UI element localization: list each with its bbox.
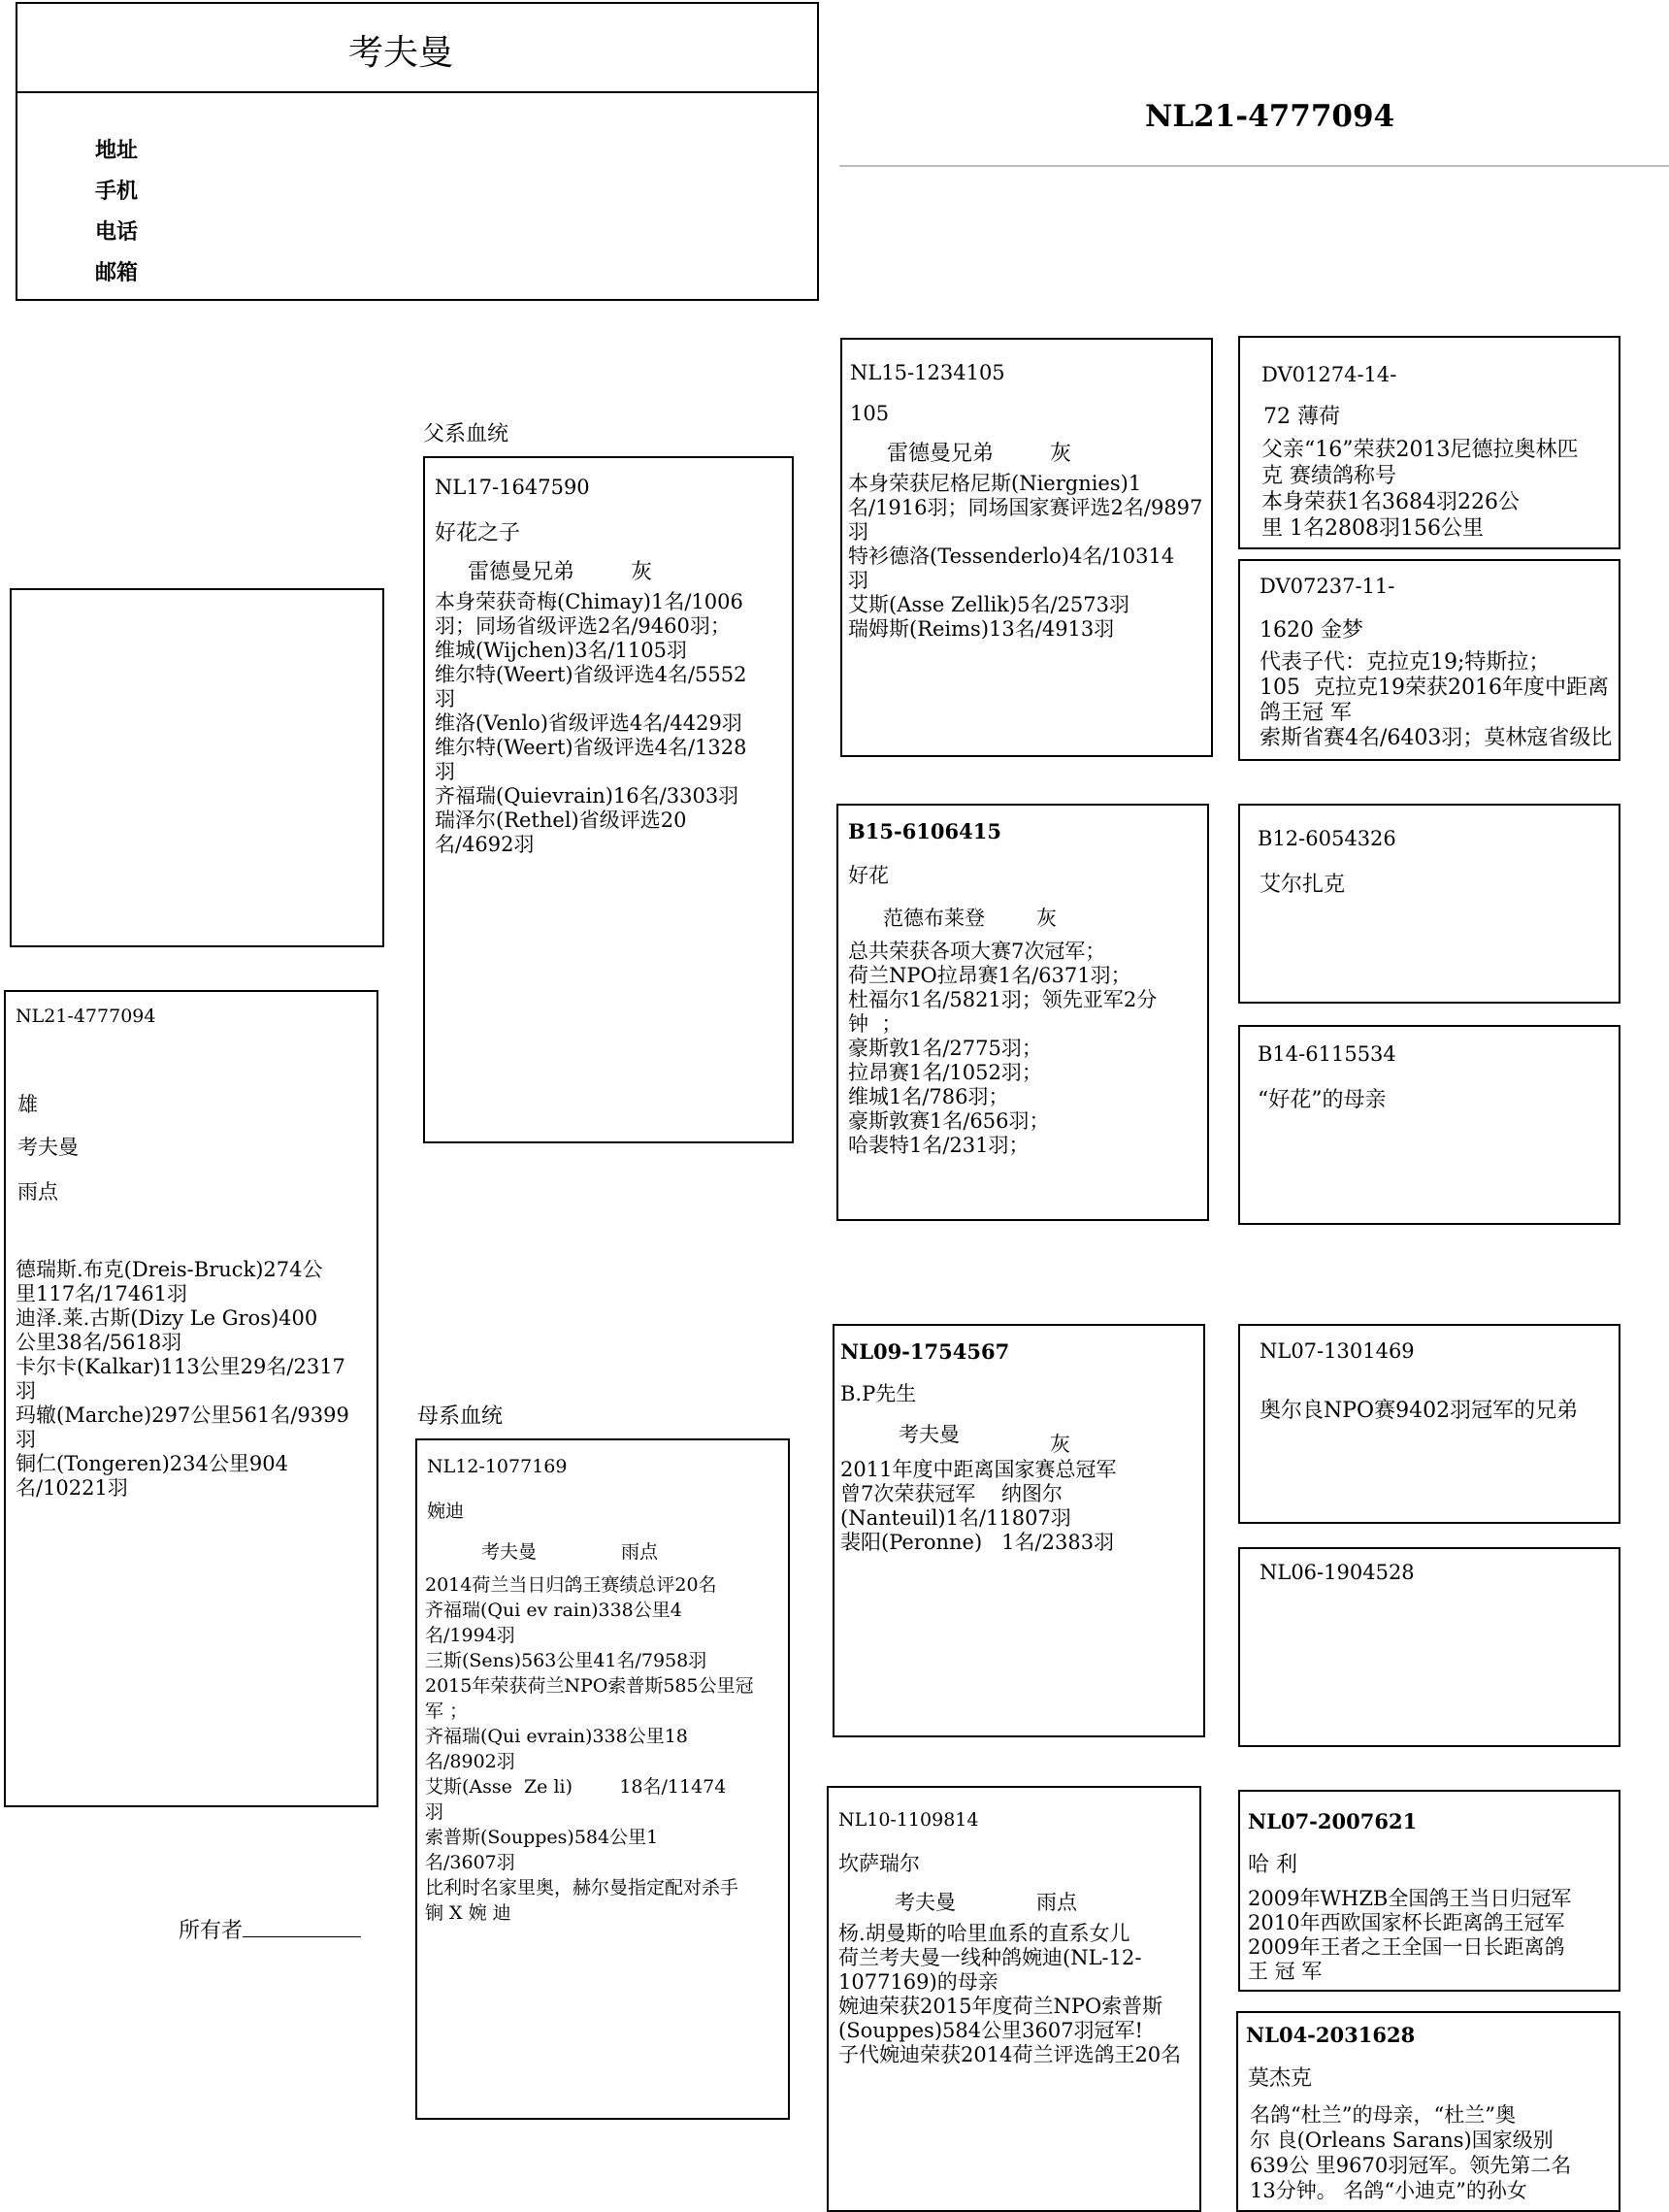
ach-line: 羽 [435, 760, 455, 783]
ach-line: 名/4692羽 [435, 833, 535, 856]
main-ring-number: NL21-4777094 [1145, 99, 1395, 134]
ach-line: 艾斯(Asse Ze li) 18名/11474 [425, 1776, 727, 1798]
ach-line: 瑞泽尔(Rethel)省级评选20 [435, 809, 687, 832]
sds-box [1238, 804, 1620, 1004]
label-address: 地址 [95, 138, 139, 163]
sd-ring: B15-6106415 [848, 819, 1001, 843]
ds-name: B.P先生 [840, 1382, 917, 1405]
label-phone: 电话 [95, 219, 139, 245]
ach-line: 名/1916羽；同场国家赛评选2名/9897 [848, 496, 1203, 519]
sdd-name: “好花”的母亲 [1258, 1088, 1387, 1112]
ss-breeder: 雷德曼兄弟 [887, 442, 995, 466]
sss-ring: DV01274-14- [1261, 363, 1397, 386]
sire-name: 好花之子 [435, 521, 521, 545]
ach-line: 杜福尔1名/5821羽；领先亚军2分 [848, 988, 1158, 1011]
dam-color: 雨点 [621, 1541, 659, 1563]
subject-sex: 雄 [17, 1093, 38, 1116]
ach-line: 父亲“16”荣获2013尼德拉奥林匹 [1261, 438, 1579, 462]
ssd-box [1238, 559, 1620, 761]
dss-ring: NL07-1301469 [1260, 1339, 1415, 1363]
ach-line: 齐福瑞(Quievrain)16名/3303羽 [435, 784, 739, 808]
ach-line: 荷兰考夫曼一线种鸽婉迪(NL-12- [838, 1946, 1142, 1969]
subject-ring: NL21-4777094 [16, 1006, 156, 1027]
ss-color: 灰 [1050, 442, 1072, 466]
ach-line: 羽 [16, 1379, 36, 1403]
pigeon-photo-frame [10, 588, 384, 947]
ddd-name: 莫杰克 [1248, 2066, 1313, 2091]
ach-line: 2015年荣获荷兰NPO索普斯585公里冠 [425, 1675, 754, 1697]
ach-line: 羽 [848, 569, 868, 592]
sd-name: 好花 [848, 864, 889, 887]
ach-line: 尔 良(Orleans Sarans)国家级别 [1250, 2129, 1554, 2152]
label-email: 邮箱 [95, 260, 139, 285]
sds-name: 艾尔扎克 [1260, 873, 1346, 897]
dsd-ring: NL06-1904528 [1260, 1561, 1415, 1584]
sire-achievements [435, 590, 746, 857]
owner-header-box [16, 2, 819, 301]
ach-line: 玛辙(Marche)297公里561名/9399 [16, 1403, 349, 1427]
ach-line: 瑞姆斯(Reims)13名/4913羽 [848, 617, 1115, 641]
dam-dam-box [827, 1786, 1201, 2212]
owner-signature-line [179, 1914, 361, 1944]
ach-line: 名/8902羽 [425, 1751, 515, 1772]
ach-line: 索普斯(Souppes)584公里1 [425, 1827, 659, 1848]
ach-line: 王 冠 军 [1248, 1960, 1323, 1983]
dam-line-heading: 母系血统 [417, 1404, 504, 1429]
dam-name: 婉迪 [427, 1501, 465, 1522]
sds-ring: B12-6054326 [1258, 827, 1396, 850]
ach-line: 1077169)的母亲 [838, 1970, 998, 1994]
ach-line: 名/10221羽 [16, 1476, 128, 1500]
ach-line: 子代婉迪荣获2014荷兰评选鸽王20名 [838, 2043, 1182, 2066]
sss-achievements [1261, 437, 1578, 542]
ach-line: 代表子代：克拉克19;特斯拉； [1260, 650, 1551, 675]
ach-line: 艾斯(Asse Zellik)5名/2573羽 [848, 593, 1129, 616]
sd-color: 灰 [1036, 907, 1057, 930]
ach-line: 羽 [16, 1428, 36, 1451]
dam-breeder: 考夫曼 [481, 1541, 538, 1563]
ach-line: 拉昂赛1名/1052羽； [848, 1061, 1042, 1084]
label-mobile: 手机 [95, 179, 139, 204]
ach-line: 维尔特(Weert)省级评选4名/5552 [435, 663, 747, 686]
sire-sire-box [840, 338, 1213, 757]
ss-name: 105 [850, 402, 890, 425]
ach-line: 2009年WHZB全国鸽王当日归冠军 [1248, 1887, 1572, 1910]
ach-line: 钟 ； [848, 1012, 902, 1036]
dss-box [1238, 1324, 1620, 1524]
ach-line: 特衫德洛(Tessenderlo)4名/10314 [848, 545, 1175, 568]
subject-name: 考夫曼 [17, 1136, 79, 1159]
dds-ring: NL07-2007621 [1248, 1809, 1418, 1833]
ach-line: (Souppes)584公里3607羽冠军! [838, 2019, 1143, 2042]
sire-color: 灰 [631, 560, 653, 584]
ach-line: 里117名/17461羽 [16, 1282, 187, 1305]
ach-line: 克 赛绩鸽称号 [1261, 464, 1396, 488]
sd-achievements [848, 940, 1157, 1158]
ach-line: 羽；同场省级评选2名/9460羽； [435, 614, 731, 638]
dds-name: 哈 利 [1248, 1853, 1297, 1877]
ach-line: 2009年王者之王全国一日长距离鸽 [1248, 1935, 1565, 1959]
dd-color: 雨点 [1036, 1891, 1077, 1914]
ach-line: 锏 X 婉 迪 [425, 1902, 511, 1924]
dsd-box [1238, 1547, 1620, 1747]
dd-breeder: 考夫曼 [895, 1891, 956, 1914]
ss-ring: NL15-1234105 [850, 361, 1005, 384]
ach-line: 本身荣获奇梅(Chimay)1名/1006 [435, 590, 743, 613]
ach-line: 名/3607羽 [425, 1852, 515, 1873]
sire-line-heading: 父系血统 [423, 422, 509, 446]
ach-line: 维尔特(Weert)省级评选4名/1328 [435, 736, 747, 759]
ach-line: 三斯(Sens)563公里41名/7958羽 [425, 1650, 707, 1671]
ach-line: 曾7次荣获冠军 纳图尔 [840, 1482, 1064, 1505]
ach-line: 军 ； [425, 1700, 469, 1722]
ach-line: 13分钟。 名鸽“小迪克”的孙女 [1250, 2179, 1527, 2202]
ach-line: 总共荣获各项大赛7次冠军； [848, 940, 1106, 963]
ach-line: 杨.胡曼斯的哈里血系的直系女儿 [838, 1922, 1130, 1945]
ach-line: 名/1994羽 [425, 1625, 515, 1646]
dd-ring: NL10-1109814 [838, 1809, 979, 1831]
sd-breeder: 范德布莱登 [883, 907, 985, 930]
sire-box [423, 456, 794, 1143]
ach-line: 鸽王冠 军 [1260, 701, 1352, 725]
subject-box [4, 990, 378, 1807]
ach-line: 卡尔卡(Kalkar)113公里29名/2317 [16, 1355, 345, 1378]
subject-color: 雨点 [17, 1180, 58, 1204]
dss-name: 奥尔良NPO赛9402羽冠军的兄弟 [1260, 1399, 1579, 1423]
ss-achievements [848, 472, 1202, 642]
sss-box [1238, 336, 1620, 549]
ach-line: 羽 [425, 1801, 444, 1823]
sss-name: 72 薄荷 [1263, 405, 1340, 429]
ssd-name: 1620 金梦 [1260, 618, 1363, 643]
ach-line: 本身荣获1名3684羽226公 [1261, 490, 1520, 514]
dam-box [415, 1438, 790, 2120]
ach-line: 105 克拉克19荣获2016年度中距离 [1260, 676, 1609, 700]
ach-line: 639公 里9670羽冠军。领先第二名 [1250, 2154, 1572, 2177]
ach-line: 豪斯敦赛1名/656羽； [848, 1109, 1050, 1133]
ds-ring: NL09-1754567 [840, 1339, 1010, 1364]
ach-line: 本身荣获尼格尼斯(Niergnies)1 [848, 472, 1142, 495]
dd-achievements [838, 1922, 1181, 2067]
ach-line: 公里38名/5618羽 [16, 1331, 182, 1354]
ach-line: 2011年度中距离国家赛总冠军 [840, 1458, 1117, 1481]
sdd-box [1238, 1025, 1620, 1225]
sire-breeder: 雷德曼兄弟 [468, 560, 575, 584]
ach-line: 哈裴特1名/231羽； [848, 1134, 1030, 1157]
ach-line: 比利时名家里奥，赫尔曼指定配对杀手 [425, 1877, 739, 1898]
ach-line: 铜仁(Tongeren)234公里904 [16, 1452, 288, 1475]
dam-sire-box [833, 1324, 1205, 1737]
ach-line: 德瑞斯.布克(Dreis-Bruck)274公 [16, 1258, 323, 1281]
ach-line: (Nanteuil)1名/11807羽 [840, 1506, 1071, 1530]
ach-line: 荷兰NPO拉昂赛1名/6371羽； [848, 964, 1131, 987]
owner-label: 所有者 [179, 1919, 244, 1943]
ach-line: 维城1名/786羽； [848, 1085, 1009, 1108]
ach-line: 豪斯敦1名/2775羽； [848, 1037, 1042, 1060]
header-rule [839, 165, 1669, 167]
sdd-ring: B14-6115534 [1258, 1042, 1396, 1066]
dam-ring: NL12-1077169 [427, 1456, 568, 1477]
ds-achievements [840, 1458, 1116, 1555]
sire-dam-box [836, 804, 1209, 1221]
ssd-ring: DV07237-11- [1260, 575, 1395, 598]
ddd-achievements [1250, 2102, 1571, 2203]
ach-line: 里 1名2808羽156公里 [1261, 516, 1484, 541]
ach-line: 裴阳(Peronne) 1名/2383羽 [840, 1531, 1115, 1554]
ach-line: 维洛(Venlo)省级评选4名/4429羽 [435, 711, 742, 735]
signature-blank [243, 1919, 361, 1937]
ach-line: 维城(Wijchen)3名/1105羽 [435, 639, 687, 662]
dd-name: 坎萨瑞尔 [838, 1852, 920, 1875]
ach-line: 婉迪荣获2015年度荷兰NPO索普斯 [838, 1995, 1163, 2018]
ach-line: 2014荷兰当日归鸽王赛绩总评20名 [425, 1574, 717, 1596]
dds-achievements [1248, 1887, 1571, 1984]
ach-line: 羽 [848, 520, 868, 544]
ach-line: 名鸽“杜兰”的母亲，“杜兰”奥 [1250, 2103, 1516, 2127]
ach-line: 齐福瑞(Qui ev rain)338公里4 [425, 1600, 682, 1621]
ach-line: 2010年西欧国家杯长距离鸽王冠军 [1248, 1911, 1565, 1934]
header-divider [17, 91, 817, 93]
ds-breeder: 考夫曼 [899, 1423, 960, 1446]
dam-achievements [425, 1572, 754, 1926]
owner-name: 考夫曼 [347, 33, 453, 73]
ach-line: 齐福瑞(Qui evrain)338公里18 [425, 1726, 688, 1747]
ach-line: 索斯省赛4名/6403羽；莫林寇省级比 [1260, 726, 1613, 750]
ddd-box [1236, 2011, 1620, 2212]
ddd-ring: NL04-2031628 [1246, 2023, 1416, 2047]
ssd-achievements [1260, 650, 1612, 751]
ach-line: 羽 [435, 687, 455, 710]
subject-achievements [16, 1258, 349, 1501]
ds-color: 灰 [1050, 1433, 1070, 1456]
dds-box [1238, 1790, 1620, 1992]
sire-ring: NL17-1647590 [435, 476, 590, 499]
ach-line: 迪泽.莱.古斯(Dizy Le Gros)400 [16, 1306, 318, 1330]
